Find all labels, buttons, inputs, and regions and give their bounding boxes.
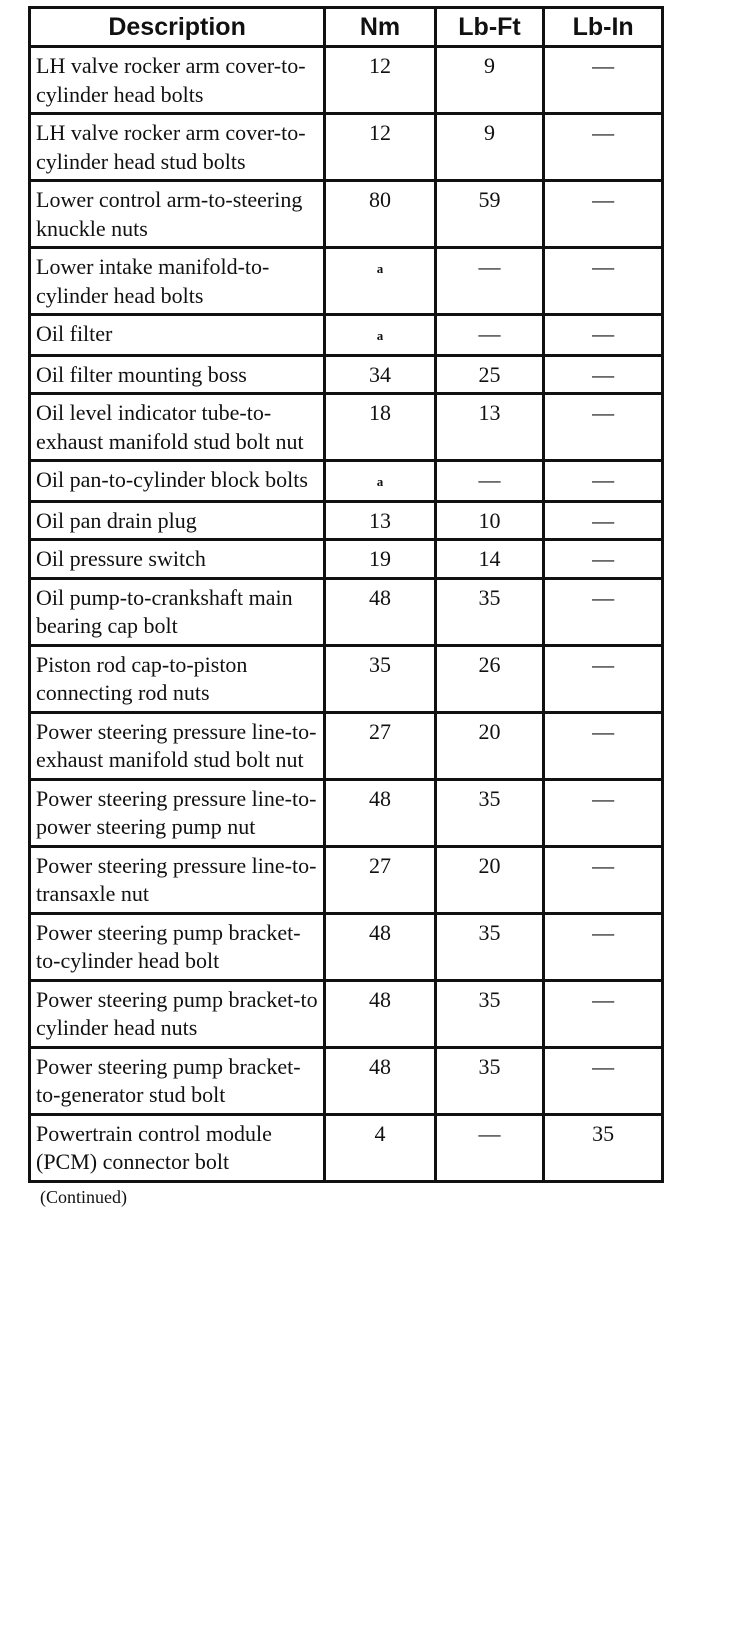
table-row <box>30 578 663 645</box>
nm-cell: 4 <box>325 1114 436 1181</box>
lb-in-cell: — <box>544 248 663 315</box>
table-row <box>30 394 663 461</box>
nm-cell: 12 <box>325 114 436 181</box>
table-row <box>30 846 663 913</box>
lb-in-cell: — <box>544 47 663 114</box>
lb-in-cell: 35 <box>544 1114 663 1181</box>
nm-cell: 80 <box>325 181 436 248</box>
table-body <box>30 47 663 1182</box>
description-cell: Lower intake manifold-to-cylinder head bolts <box>30 248 325 315</box>
lb-in-cell: — <box>544 645 663 712</box>
lb-ft-cell: 26 <box>435 645 544 712</box>
table-row <box>30 712 663 779</box>
nm-cell: 13 <box>325 501 436 540</box>
nm-cell: 48 <box>325 980 436 1047</box>
header-nm: Nm <box>325 8 436 47</box>
torque-spec-sheet <box>28 6 664 1208</box>
nm-cell: 19 <box>325 540 436 579</box>
description-cell: Power steering pressure line-to-exhaust manifold stud bolt nut <box>30 712 325 779</box>
description-cell: Oil filter <box>30 315 325 356</box>
header-lb-ft: Lb-Ft <box>435 8 544 47</box>
description-cell: Power steering pressure line-to-power steering pump nut <box>30 779 325 846</box>
table-row <box>30 355 663 394</box>
table-row <box>30 1114 663 1181</box>
nm-cell: a <box>325 461 436 502</box>
lb-ft-cell: 9 <box>435 47 544 114</box>
lb-ft-cell: 9 <box>435 114 544 181</box>
lb-in-cell: — <box>544 779 663 846</box>
lb-ft-cell: — <box>435 461 544 502</box>
lb-ft-cell: 35 <box>435 980 544 1047</box>
nm-cell: 34 <box>325 355 436 394</box>
table-row <box>30 114 663 181</box>
table-row <box>30 248 663 315</box>
table-row <box>30 501 663 540</box>
continued-note: (Continued) <box>40 1186 127 1207</box>
lb-ft-cell: — <box>435 1114 544 1181</box>
lb-ft-cell: 35 <box>435 779 544 846</box>
table-row <box>30 540 663 579</box>
lb-in-cell: — <box>544 712 663 779</box>
table-row <box>30 645 663 712</box>
description-cell: LH valve rocker arm cover-to-cylinder head stud bolts <box>30 114 325 181</box>
nm-cell: 35 <box>325 645 436 712</box>
lb-ft-cell: 35 <box>435 578 544 645</box>
lb-ft-cell: — <box>435 248 544 315</box>
lb-ft-cell: 59 <box>435 181 544 248</box>
lb-in-cell: — <box>544 315 663 356</box>
lb-ft-cell: 35 <box>435 913 544 980</box>
lb-ft-cell: 14 <box>435 540 544 579</box>
lb-ft-cell: — <box>435 315 544 356</box>
table-row <box>30 1047 663 1114</box>
description-cell: Oil pressure switch <box>30 540 325 579</box>
table-row <box>30 315 663 356</box>
description-cell: Lower control arm-to-steering knuckle nuts <box>30 181 325 248</box>
nm-cell: a <box>325 248 436 315</box>
header-lb-in: Lb-In <box>544 8 663 47</box>
table-header-row <box>30 8 663 47</box>
nm-cell: 12 <box>325 47 436 114</box>
lb-ft-cell: 13 <box>435 394 544 461</box>
description-cell: Oil pan-to-cylinder block bolts <box>30 461 325 502</box>
lb-in-cell: — <box>544 394 663 461</box>
lb-in-cell: — <box>544 1047 663 1114</box>
lb-in-cell: — <box>544 578 663 645</box>
description-cell: Oil pan drain plug <box>30 501 325 540</box>
torque-spec-table <box>28 6 664 1183</box>
description-cell: Powertrain control module (PCM) connector bolt <box>30 1114 325 1181</box>
lb-in-cell: — <box>544 913 663 980</box>
description-cell: Power steering pump bracket-to cylinder head nuts <box>30 980 325 1047</box>
lb-ft-cell: 20 <box>435 846 544 913</box>
header-description: Description <box>30 8 325 47</box>
description-cell: Power steering pressure line-to-transaxle nut <box>30 846 325 913</box>
nm-cell: 48 <box>325 913 436 980</box>
description-cell: LH valve rocker arm cover-to-cylinder head bolts <box>30 47 325 114</box>
lb-ft-cell: 35 <box>435 1047 544 1114</box>
nm-cell: 27 <box>325 846 436 913</box>
table-row <box>30 461 663 502</box>
lb-ft-cell: 25 <box>435 355 544 394</box>
description-cell: Oil filter mounting boss <box>30 355 325 394</box>
nm-cell: 18 <box>325 394 436 461</box>
lb-in-cell: — <box>544 181 663 248</box>
lb-ft-cell: 20 <box>435 712 544 779</box>
lb-in-cell: — <box>544 540 663 579</box>
lb-in-cell: — <box>544 461 663 502</box>
nm-cell: 48 <box>325 578 436 645</box>
nm-cell: 48 <box>325 779 436 846</box>
nm-cell: 27 <box>325 712 436 779</box>
lb-ft-cell: 10 <box>435 501 544 540</box>
description-cell: Oil level indicator tube-to-exhaust manifold stud bolt nut <box>30 394 325 461</box>
table-row <box>30 47 663 114</box>
description-cell: Piston rod cap-to-piston connecting rod nuts <box>30 645 325 712</box>
table-row <box>30 913 663 980</box>
lb-in-cell: — <box>544 501 663 540</box>
description-cell: Oil pump-to-crankshaft main bearing cap bolt <box>30 578 325 645</box>
nm-cell: a <box>325 315 436 356</box>
lb-in-cell: — <box>544 980 663 1047</box>
lb-in-cell: — <box>544 846 663 913</box>
lb-in-cell: — <box>544 355 663 394</box>
description-cell: Power steering pump bracket-to-cylinder head bolt <box>30 913 325 980</box>
lb-in-cell: — <box>544 114 663 181</box>
description-cell: Power steering pump bracket-to-generator stud bolt <box>30 1047 325 1114</box>
nm-cell: 48 <box>325 1047 436 1114</box>
table-row <box>30 779 663 846</box>
table-row <box>30 181 663 248</box>
table-row <box>30 980 663 1047</box>
